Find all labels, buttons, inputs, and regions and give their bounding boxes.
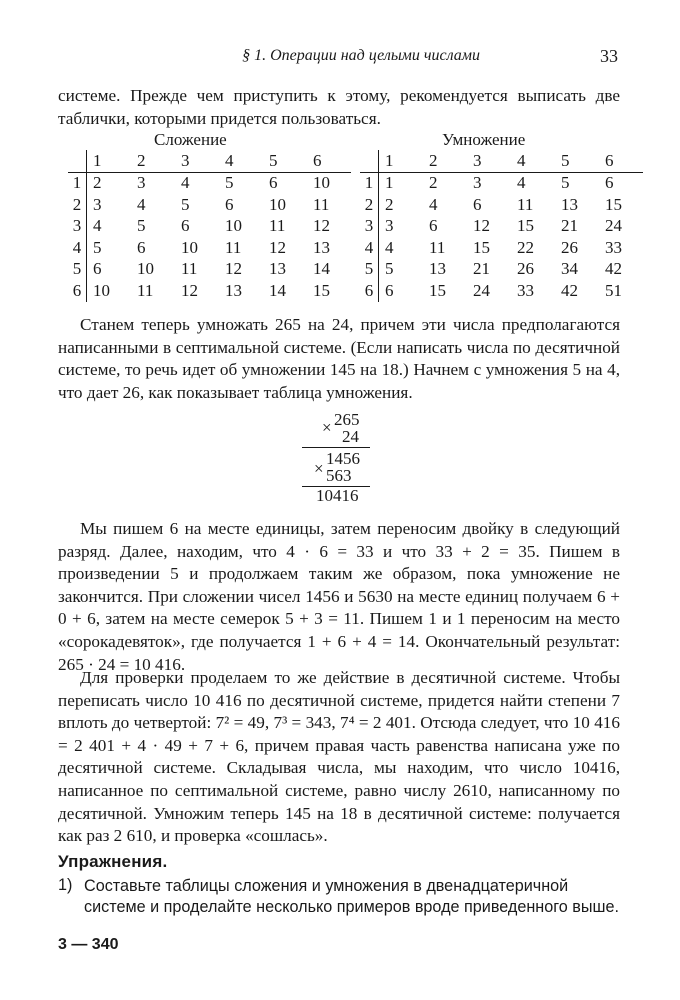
addition-table-cell: 11 [225,237,242,257]
multiplication-table-cell: 24 [605,216,622,236]
addition-table-cell: 6 [93,259,102,279]
multiplication-table-row [360,237,643,259]
footer-signature: 3 — 340 [58,936,119,953]
multiplication-table-cell: 4 [429,194,438,214]
operand-2: 24 [342,427,359,446]
multiplication-table-row [360,280,643,302]
addition-table-row [68,259,351,281]
addition-table-cell: 12 [313,216,330,236]
addition-table-corner-cell [68,150,87,172]
addition-table-row [68,237,351,259]
addition-table-col-header: 6 [307,150,351,172]
multiplication-table-cell: 11 [429,237,446,257]
multiplication-table-row-header: 3 [360,216,379,238]
addition-table-cell: 5 [225,173,234,193]
multiplication-table-cell: 21 [473,259,490,279]
addition-table-cell: 11 [181,259,198,279]
multiplication-table-col-header: 6 [599,150,643,172]
addition-table-cell: 6 [137,237,146,257]
addition-table-row-header: 2 [68,194,87,216]
addition-table [68,150,351,302]
addition-table-cell: 12 [225,259,242,279]
multiplication-table-cell: 26 [561,237,578,257]
multiplication-table-col-header: 3 [467,150,511,172]
multiplication-table-row-header: 6 [360,280,379,302]
addition-table-row [68,172,351,194]
addition-table-cell: 12 [181,280,198,300]
page-number: 33 [600,46,618,66]
addition-table-cell: 2 [93,173,102,193]
addition-table-cell: 14 [313,259,330,279]
multiply-sign-2: × [314,459,324,478]
addition-table-cell: 3 [93,194,102,214]
multiplication-table-cell: 4 [517,173,526,193]
multiplication-table-cell: 6 [385,280,394,300]
multiplication-table-cell: 15 [517,216,534,236]
multiplication-table-cell: 51 [605,280,622,300]
paragraph-multiplication-intro [58,314,620,404]
multiplication-table-header-row [360,150,643,172]
addition-table-cell: 6 [225,194,234,214]
operand-1: 265 [334,410,360,429]
addition-table-cell: 13 [225,280,242,300]
addition-table-cell: 10 [269,194,286,214]
multiplication-table-corner-cell [360,150,379,172]
multiplication-table-cell: 24 [473,280,490,300]
multiplication-table-title: Умножение [442,130,526,149]
running-header-title: § 1. Операции над целыми числами [242,47,480,64]
multiplication-table-cell: 12 [473,216,490,236]
addition-table-cell: 6 [269,173,278,193]
multiplication-table-cell: 6 [429,216,438,236]
exercise-text: Составьте таблицы сложения и умножения в двенадцатеричной системе и проделайте несколько примеров вроде приведенного выше. [84,877,619,916]
addition-table-row [68,280,351,302]
addition-table-cell: 4 [137,194,146,214]
multiplication-table-row-header: 4 [360,237,379,259]
addition-table-cell: 10 [181,237,198,257]
partial-product-1: 1456 [326,449,360,468]
addition-table-cell: 4 [93,216,102,236]
multiplication-table-cell: 15 [429,280,446,300]
multiplication-table-cell: 1 [385,173,394,193]
multiply-sign-1: × [322,418,332,437]
multiplication-table-cell: 42 [561,280,578,300]
addition-table-row-header: 4 [68,237,87,259]
addition-table-cell: 5 [137,216,146,236]
addition-table-title: Сложение [154,130,227,149]
multiplication-table-col-header: 4 [511,150,555,172]
addition-table-cell: 13 [269,259,286,279]
paragraph-explanation [58,518,620,676]
rule-line-1 [302,447,370,448]
addition-table-col-header: 3 [175,150,219,172]
addition-table-row-header: 3 [68,216,87,238]
addition-table-col-header: 5 [263,150,307,172]
multiplication-table-cell: 6 [473,194,482,214]
exercises-heading: Упражнения. [58,852,168,871]
multiplication-table-row [360,216,643,238]
multiplication-table-col-header: 5 [555,150,599,172]
addition-table-cell: 10 [313,173,330,193]
intro-paragraph: системе. Прежде чем приступить к этому, рекомендуется выписать две таблички, которыми придется пользоваться. [58,86,620,128]
addition-table-cell: 5 [93,237,102,257]
multiplication-table-cell: 3 [385,216,394,236]
multiplication-table-cell: 21 [561,216,578,236]
addition-table-cell: 4 [181,173,190,193]
addition-table-row-header: 1 [68,172,87,194]
addition-table-col-header: 2 [131,150,175,172]
multiplication-table-cell: 15 [605,194,622,214]
multiplication-table-cell: 15 [473,237,490,257]
addition-table-cell: 10 [225,216,242,236]
multiplication-table-cell: 33 [605,237,622,257]
addition-table-header-row [68,150,351,172]
multiplication-table-cell: 34 [561,259,578,279]
addition-table-cell: 15 [313,280,330,300]
addition-table-cell: 12 [269,237,286,257]
addition-table-row [68,216,351,238]
addition-table-cell: 14 [269,280,286,300]
addition-table-cell: 11 [313,194,330,214]
addition-table-cell: 11 [137,280,154,300]
addition-table-cell: 10 [93,280,110,300]
exercise-number: 1) [58,876,73,894]
multiplication-table-cell: 5 [385,259,394,279]
addition-table-cell: 5 [181,194,190,214]
multiplication-table-cell: 13 [561,194,578,214]
addition-table-cell: 10 [137,259,154,279]
addition-table-cell: 13 [313,237,330,257]
multiplication-table-cell: 22 [517,237,534,257]
addition-table-row-header: 5 [68,259,87,281]
addition-table-cell: 6 [181,216,190,236]
addition-table-row-header: 6 [68,280,87,302]
multiplication-table-cell: 26 [517,259,534,279]
addition-table-cell: 11 [269,216,286,236]
paragraph-verification [58,667,620,848]
multiplication-table-row-header: 5 [360,259,379,281]
paragraph-2-text: Станем теперь умножать 265 на 24, причем эти числа предполагаются написанными в септимальной системе. (Если написать числа по десятичной системе, то речь идет об умножении 145 на 18.) Начнем с умножения 5 на 4, что дает 26, как показывает таблица умножения. [58,315,620,402]
multiplication-table-cell: 6 [605,173,614,193]
multiplication-table-cell: 2 [385,194,394,214]
multiplication-table-row [360,172,643,194]
multiplication-table-cell: 5 [561,173,570,193]
partial-product-2: 563 [326,466,352,485]
multiplication-table-cell: 11 [517,194,534,214]
addition-table-row [68,194,351,216]
multiplication-table-row-header: 1 [360,172,379,194]
multiplication-table-cell: 3 [473,173,482,193]
multiplication-table-row [360,194,643,216]
paragraph-4-text: Для проверки проделаем то же действие в десятичной системе. Чтобы переписать число 10 416 по десятичной системе, придется найти степени 7 вплоть до четвертой: 7² = 49, 7³ = 343, 7⁴ = 2 401. Отсюда следует, что 10 416 = 2 401 + 4 · 49 + 7 + 6, причем правая часть равенства написана уже по десятичной системе. Складывая числа, мы находим, что число 10416, написанное по септимальной системе, равно числу 2610, написанному по десятичной. Умножим теперь 145 на 18 в десятичной системе: получается как раз 2 610, и проверка «сошлась». [58,668,620,846]
multiplication-table-col-header: 2 [423,150,467,172]
multiplication-table-cell: 42 [605,259,622,279]
addition-table-cell: 3 [137,173,146,193]
addition-table-col-header: 1 [87,150,132,172]
multiplication-table-col-header: 1 [379,150,424,172]
multiplication-table [360,150,643,302]
paragraph-3-text: Мы пишем 6 на месте единицы, затем переносим двойку в следующий разряд. Далее, находим, что 4 · 6 = 33 и что 33 + 2 = 35. Пишем в произведении 5 и продолжаем таким же образом, пока умножение не закончится. При сложении чисел 1456 и 5630 на месте единиц получаем 6 + 0 + 6, затем на месте семерок 5 + 3 = 11. Пишем 1 и 1 переносим на место «сорокадевяток», где получается 1 + 6 + 4 = 14. Окончательный результат: 265 · 24 = 10 416. [58,519,620,674]
multiplication-table-row-header: 2 [360,194,379,216]
multiplication-table-cell: 33 [517,280,534,300]
multiplication-table-cell: 13 [429,259,446,279]
multiplication-table-cell: 2 [429,173,438,193]
multiplication-table-row [360,259,643,281]
multiplication-table-cell: 4 [385,237,394,257]
product-result: 10416 [316,486,359,505]
addition-table-col-header: 4 [219,150,263,172]
